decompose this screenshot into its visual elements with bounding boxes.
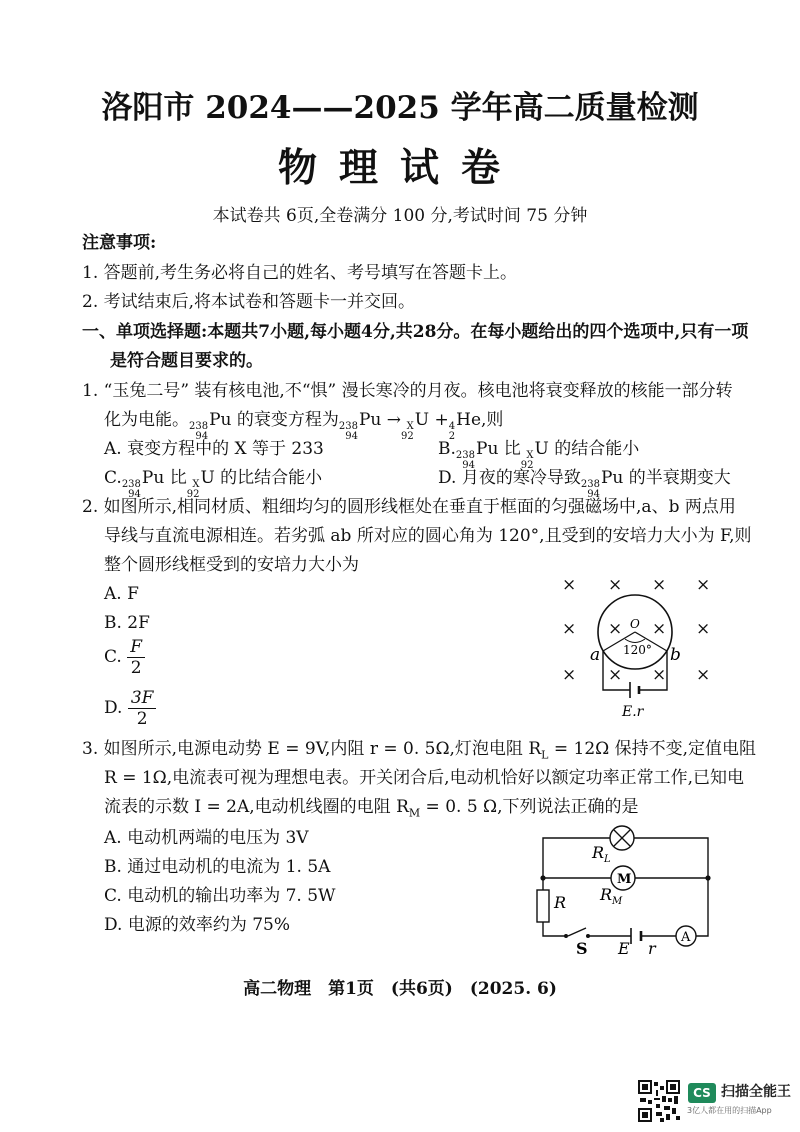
- q3-circuit: [528, 818, 728, 958]
- q3-stem-line3: 流表的示数 I = 2A,电动机线圈的电阻 $R_M = 0$. 5 Ω,下列说法正确的是: [104, 797, 639, 820]
- exam-title: 洛阳市 2024——2025 学年高二质量检测: [101, 90, 699, 126]
- resistor-label: R: [554, 893, 567, 912]
- internal-resistance-label: r: [648, 939, 656, 958]
- fraction: $\frac{3F}{2}$: [128, 688, 157, 729]
- section-heading-cont: 是符合题目要求的。: [110, 351, 263, 371]
- source-label: E.r: [622, 704, 644, 720]
- fraction: $\frac{F}{2}$: [127, 637, 145, 678]
- q1-text: Pu 的衰变方程为: [209, 410, 339, 430]
- nuclide-he: 4 2: [448, 421, 456, 442]
- q3-option-c: C. 电动机的输出功率为 7. 5W: [104, 886, 336, 906]
- q2-option-b: B. 2F: [104, 613, 150, 633]
- q1-text: U +: [414, 410, 449, 430]
- exam-info: 本试卷共 6页,全卷满分 100 分,考试时间 75 分钟: [212, 206, 588, 226]
- section-heading: 一、单项选择题:本题共7小题,每小题4分,共28分。在每小题给出的四个选项中,只有一项: [82, 322, 749, 342]
- q3-option-d: D. 电源的效率约为 75%: [104, 915, 291, 935]
- wire-top-right: [634, 838, 708, 878]
- angle-arc: [625, 639, 645, 643]
- angle-label: 120°: [623, 643, 652, 657]
- motor-label: M: [617, 872, 632, 887]
- q1-text: 化为电能。: [104, 410, 189, 430]
- q2-option-d: D. $\frac{3F}{2}$: [104, 688, 156, 729]
- field-mark: ×: [652, 665, 667, 685]
- q3-stem-line1: 3. 如图所示,电源电动势 E = 9V,内阻 r = 0. 5Ω,灯泡电阻 $R_L = 12\Omega$ 保持不变,定值电阻: [82, 739, 757, 762]
- scanner-logo-icon: CS: [688, 1083, 716, 1103]
- q2-option-a: A. F: [104, 584, 139, 604]
- exam-subject: 物理试卷: [277, 145, 522, 191]
- field-mark: ×: [696, 665, 711, 685]
- q1-stem-line1: 1. “玉兔二号” 装有核电池,不“惧” 漫长寒冷的月夜。核电池将衰变释放的核能一部分转: [82, 381, 733, 401]
- scanner-tagline: 3亿人都在用的扫描App: [687, 1106, 772, 1115]
- junction-left: [540, 875, 545, 880]
- switch-label: S: [576, 939, 588, 958]
- emf-label: E: [618, 939, 630, 958]
- nuclide-pu: 238 94: [338, 421, 358, 442]
- field-mark: ×: [562, 665, 577, 685]
- field-mark: ×: [608, 575, 623, 595]
- nuclide-u: X 92: [401, 421, 414, 442]
- point-a-label: a: [590, 645, 601, 665]
- note-item-2: 2. 考试结束后,将本试卷和答题卡一并交回。: [82, 292, 416, 312]
- q3-option-b: B. 通过电动机的电流为 1. 5A: [104, 857, 331, 877]
- q2-stem-line1: 2. 如图所示,相同材质、粗细均匀的圆形线框处在垂直于框面的匀强磁场中,a、b 两点用: [82, 497, 736, 517]
- q2-option-c: C. $\frac{F}{2}$: [104, 637, 145, 678]
- q2-stem-line3: 整个圆形线框受到的安培力大小为: [104, 555, 359, 575]
- nuclide-pu: 238 94: [189, 421, 209, 442]
- q1-option-b: B. 238 94 Pu 比 X 92 U 的结合能小: [438, 439, 640, 471]
- switch-pivot: [564, 934, 568, 938]
- junction-right: [705, 875, 710, 880]
- q2-figure: [550, 568, 730, 728]
- center-label: O: [630, 617, 640, 631]
- field-mark: ×: [562, 575, 577, 595]
- field-mark: ×: [652, 575, 667, 595]
- q1-option-c: C. 238 94 Pu 比 X 92 U 的比结合能小: [104, 468, 323, 500]
- lamp-resistance-label: $R_L$: [592, 843, 611, 865]
- q3-option-a: A. 电动机两端的电压为 3V: [104, 828, 309, 848]
- q1-text: He,则: [456, 410, 504, 430]
- field-mark: ×: [696, 619, 711, 639]
- ammeter-label: A: [681, 930, 691, 945]
- q1-text: Pu →: [358, 410, 402, 430]
- q2-stem-line2: 导线与直流电源相连。若劣弧 ab 所对应的圆心角为 120°,且受到的安培力大小为 F,则: [104, 526, 752, 546]
- field-mark: ×: [608, 665, 623, 685]
- resistor-r: [537, 890, 549, 922]
- motor-resistance-label: $R_M$: [600, 885, 623, 907]
- field-mark: ×: [562, 619, 577, 639]
- switch-blade: [568, 928, 586, 936]
- field-mark: ×: [696, 575, 711, 595]
- qr-code-icon: [638, 1080, 680, 1122]
- page-footer: 高二物理 第1页 (共6页) (2025. 6): [243, 979, 557, 999]
- lamp-icon: [610, 826, 634, 850]
- wire-bottom-left: [543, 922, 566, 936]
- field-mark: ×: [608, 619, 623, 639]
- wire-bottom-right: [696, 878, 708, 936]
- point-b-label: b: [670, 645, 681, 665]
- switch-contact: [586, 934, 590, 938]
- notes-heading: 注意事项:: [82, 233, 157, 253]
- q1-option-a: A. 衰变方程中的 X 等于 233: [104, 439, 324, 459]
- note-item-1: 1. 答题前,考生务必将自己的姓名、考号填写在答题卡上。: [82, 263, 518, 283]
- q1-option-d: D. 月夜的寒冷导致 238 94 Pu 的半衰期变大: [438, 468, 731, 500]
- field-mark: ×: [652, 619, 667, 639]
- scanner-brand: 扫描全能王: [721, 1084, 791, 1100]
- q3-stem-line2: R = 1Ω,电流表可视为理想电表。开关闭合后,电动机恰好以额定功率正常工作,已知电: [104, 768, 744, 788]
